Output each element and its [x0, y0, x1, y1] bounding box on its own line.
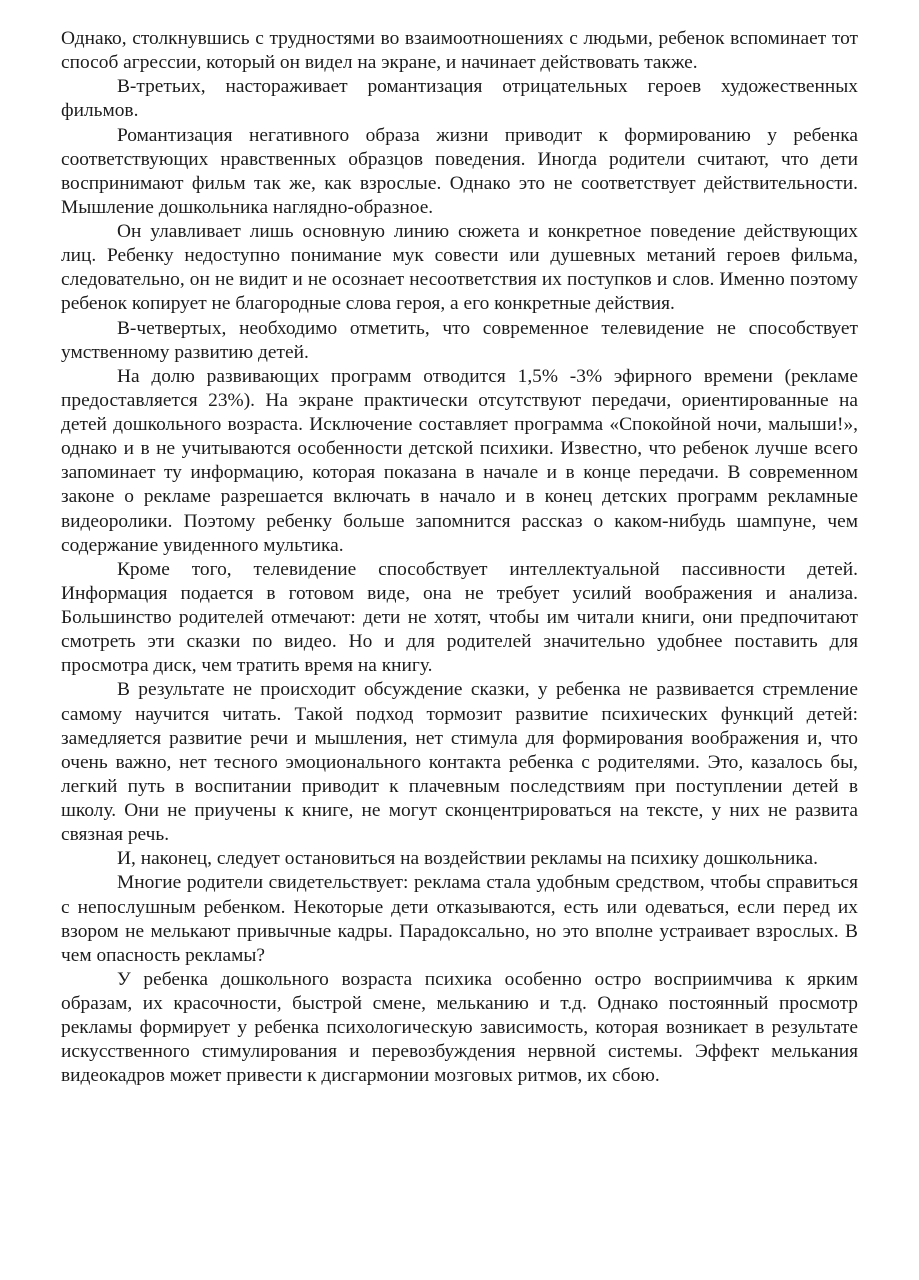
paragraph-2: В-третьих, настораживает романтизация отрицательных героев художественных фильмов.	[61, 76, 858, 122]
paragraph-5: В-четвертых, необходимо отметить, что современное телевидение не способствует умственному развитию детей.	[61, 317, 858, 363]
paragraph-7: Кроме того, телевидение способствует интеллектуальной пассивности детей. Информация подается в готовом виде, она не требует усилий воображения и анализа. Большинство родителей отмечают: дети не хотят, чтобы им читали книги, они предпочитают смотреть эти сказки по видео. Но и для родителей значительно удобнее поставить для просмотра диск, чем тратить время на книгу.	[61, 558, 858, 677]
paragraph-6: На долю развивающих программ отводится 1,5% -3% эфирного времени (рекламе предоставляется 23%). На экране практически отсутствуют передачи, ориентированные на детей дошкольного возраста. Исключение составляет программа «Спокойной ночи, малыши!», однако и в не учитываются особенности детской психики. Известно, что ребенок лучше всего запоминает ту информацию, которая показана в начале и в конце передачи. В современном законе о рекламе разрешается включать в начало и в конец детских программ рекламные видеоролики. Поэтому ребенку больше запомнится рассказ о каком-нибудь шампуне, чем содержание увиденного мультика.	[61, 365, 858, 556]
paragraph-11: У ребенка дошкольного возраста психика особенно остро восприимчива к ярким образам, их красочности, быстрой смене, мельканию и т.д. Однако постоянный просмотр рекламы формирует у ребенка психологическую зависимость, которая возникает в результате искусственного стимулирования и перевозбуждения нервной системы. Эффект мелькания видеокадров может привести к дисгармонии мозговых ритмов, их сбою.	[61, 968, 858, 1087]
paragraph-1: Однако, столкнувшись с трудностями во взаимоотношениях с людьми, ребенок вспоминает тот способ агрессии, который он видел на экране, и начинает действовать также.	[61, 28, 858, 74]
paragraph-9: И, наконец, следует остановиться на воздействии рекламы на психику дошкольника.	[117, 848, 819, 870]
paragraph-3: Романтизация негативного образа жизни приводит к формированию у ребенка соответствующих нравственных образцов поведения. Иногда родители считают, что дети воспринимают фильм так же, как взрослые. Однако это не соответствует действительности. Мышление дошкольника наглядно-образное.	[61, 124, 858, 218]
paragraph-8: В результате не происходит обсуждение сказки, у ребенка не развивается стремление самому научится читать. Такой подход тормозит развитие психических функций детей: замедляется развитие речи и мышления, нет стимула для формирования воображения и, что очень важно, нет тесного эмоционального контакта ребенка с родителями. Это, казалось бы, легкий путь в воспитании приводит к плачевным последствиям при поступлении детей в школу. Они не приучены к книге, не могут сконцентрироваться на тексте, у них не развита связная речь.	[61, 679, 858, 846]
paragraph-10: Многие родители свидетельствует: реклама стала удобным средством, чтобы справиться с непослушным ребенком. Некоторые дети отказываются, есть или одеваться, если перед их взором не мелькают привычные кадры. Парадоксально, но это вполне устраивает взрослых. В чем опасность рекламы?	[61, 872, 858, 966]
paragraph-4: Он улавливает лишь основную линию сюжета и конкретное поведение действующих лиц. Ребенку недоступно понимание мук совести или душевных метаний героев фильма, следовательно, он не видит и не осознает несоответствия их поступков и слов. Именно поэтому ребенок копирует не благородные слова героя, а его конкретные действия.	[61, 221, 858, 315]
document-body	[61, 27, 858, 1089]
